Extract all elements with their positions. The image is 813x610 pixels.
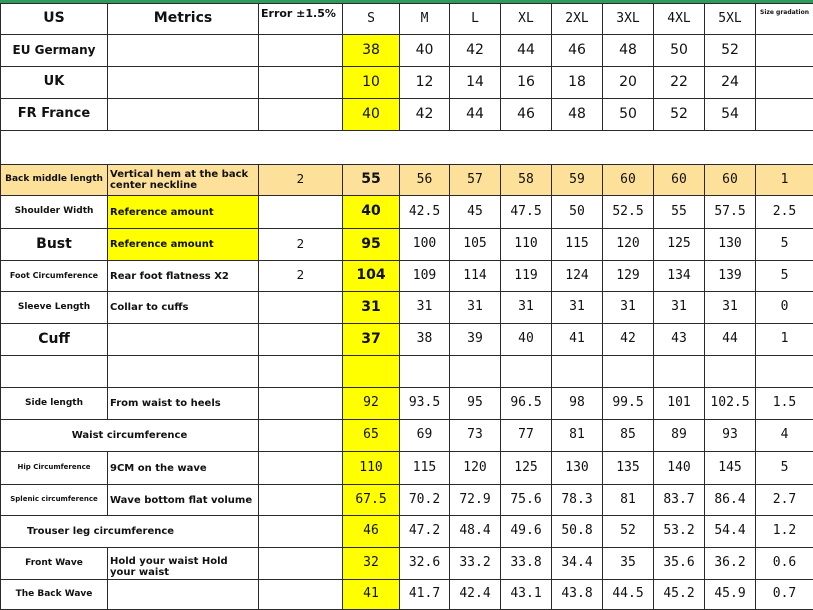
bottom-value: 32.6 xyxy=(400,548,450,580)
region-value: 50 xyxy=(603,99,654,131)
bottom-value: 93 xyxy=(705,420,756,452)
bottom-value: 85 xyxy=(603,420,654,452)
region-error-cell xyxy=(259,35,343,67)
region-value: 52 xyxy=(705,35,756,67)
bottom-value: 135 xyxy=(603,452,654,485)
bottom-value: 75.6 xyxy=(501,485,552,516)
bottom-value: 86.4 xyxy=(705,485,756,516)
size-chart-table xyxy=(0,3,813,610)
gradation-header: Size gradation xyxy=(756,4,813,35)
measure-error: 2 xyxy=(259,261,343,292)
bottom-value: 47.2 xyxy=(400,516,450,548)
measure-gradation: 5 xyxy=(756,261,813,292)
measure-error: 2 xyxy=(259,229,343,261)
bottom-value: 145 xyxy=(705,452,756,485)
empty-row xyxy=(1,356,813,388)
measure-value: 50 xyxy=(552,196,603,229)
bottom-desc: From waist to heels xyxy=(108,388,259,420)
bottom-value: 81 xyxy=(603,485,654,516)
measure-value: 42 xyxy=(603,324,654,356)
region-value: 10 xyxy=(343,67,400,99)
us-header: US xyxy=(1,4,108,35)
region-row xyxy=(1,35,813,67)
empty-cell xyxy=(705,356,756,388)
bottom-value: 115 xyxy=(400,452,450,485)
region-label: EU Germany xyxy=(1,35,108,67)
header-row xyxy=(1,4,813,35)
bottom-value: 77 xyxy=(501,420,552,452)
measure-row xyxy=(1,229,813,261)
spacer-row xyxy=(1,131,813,165)
bottom-error-cell xyxy=(259,485,343,516)
empty-cell xyxy=(654,356,705,388)
region-metric-cell xyxy=(108,99,259,131)
measure-desc: Collar to cuffs xyxy=(108,292,259,324)
region-value: 50 xyxy=(654,35,705,67)
bottom-label: Trouser leg circumference xyxy=(1,516,259,548)
region-value: 52 xyxy=(654,99,705,131)
measure-value: 31 xyxy=(654,292,705,324)
measure-error xyxy=(259,196,343,229)
measure-value: 47.5 xyxy=(501,196,552,229)
measure-label: Foot Circumference xyxy=(1,261,108,292)
empty-cell xyxy=(756,356,813,388)
bottom-desc xyxy=(108,580,259,610)
bottom-gradation: 4 xyxy=(756,420,813,452)
measure-value: 129 xyxy=(603,261,654,292)
measure-value: 31 xyxy=(450,292,501,324)
measure-desc: Vertical hem at the back center neckline xyxy=(108,165,259,196)
bottom-value: 78.3 xyxy=(552,485,603,516)
bottom-error-cell xyxy=(259,420,343,452)
measure-value: 115 xyxy=(552,229,603,261)
bottom-value: 45.9 xyxy=(705,580,756,610)
measure-desc: Reference amount xyxy=(108,229,259,261)
measure-value: 59 xyxy=(552,165,603,196)
region-value: 42 xyxy=(450,35,501,67)
region-value: 40 xyxy=(400,35,450,67)
measure-error xyxy=(259,324,343,356)
measure-value: 31 xyxy=(552,292,603,324)
region-value: 16 xyxy=(501,67,552,99)
bottom-error-cell xyxy=(259,580,343,610)
measure-value: 134 xyxy=(654,261,705,292)
measure-value: 40 xyxy=(343,196,400,229)
bottom-row xyxy=(1,388,813,420)
bottom-value: 70.2 xyxy=(400,485,450,516)
region-value: 46 xyxy=(552,35,603,67)
size-header-s: S xyxy=(343,4,400,35)
bottom-label: Hip Circumference xyxy=(1,452,108,485)
measure-error xyxy=(259,292,343,324)
measure-value: 60 xyxy=(603,165,654,196)
measure-value: 130 xyxy=(705,229,756,261)
empty-cell xyxy=(501,356,552,388)
measure-value: 55 xyxy=(343,165,400,196)
bottom-value: 36.2 xyxy=(705,548,756,580)
bottom-value: 96.5 xyxy=(501,388,552,420)
bottom-value: 33.8 xyxy=(501,548,552,580)
measure-value: 58 xyxy=(501,165,552,196)
bottom-value: 67.5 xyxy=(343,485,400,516)
bottom-label: Side length xyxy=(1,388,108,420)
measure-value: 56 xyxy=(400,165,450,196)
empty-cell xyxy=(343,356,400,388)
bottom-desc: Wave bottom flat volume xyxy=(108,485,259,516)
bottom-value: 48.4 xyxy=(450,516,501,548)
region-value: 48 xyxy=(552,99,603,131)
measure-value: 139 xyxy=(705,261,756,292)
measure-gradation: 5 xyxy=(756,229,813,261)
region-label: FR France xyxy=(1,99,108,131)
measure-value: 114 xyxy=(450,261,501,292)
measure-value: 60 xyxy=(705,165,756,196)
measure-row xyxy=(1,165,813,196)
measure-row xyxy=(1,292,813,324)
measure-value: 45 xyxy=(450,196,501,229)
bottom-error-cell xyxy=(259,548,343,580)
measure-error: 2 xyxy=(259,165,343,196)
bottom-value: 99.5 xyxy=(603,388,654,420)
measure-gradation: 1 xyxy=(756,165,813,196)
size-header-xl: XL xyxy=(501,4,552,35)
bottom-row xyxy=(1,485,813,516)
bottom-value: 101 xyxy=(654,388,705,420)
region-metric-cell xyxy=(108,67,259,99)
measure-value: 42.5 xyxy=(400,196,450,229)
bottom-value: 93.5 xyxy=(400,388,450,420)
bottom-value: 72.9 xyxy=(450,485,501,516)
measure-row xyxy=(1,261,813,292)
bottom-value: 52 xyxy=(603,516,654,548)
measure-desc: Reference amount xyxy=(108,196,259,229)
bottom-value: 32 xyxy=(343,548,400,580)
region-error-cell xyxy=(259,99,343,131)
region-value: 44 xyxy=(450,99,501,131)
region-value: 18 xyxy=(552,67,603,99)
bottom-value: 49.6 xyxy=(501,516,552,548)
measure-value: 31 xyxy=(705,292,756,324)
bottom-value: 41.7 xyxy=(400,580,450,610)
region-value: 42 xyxy=(400,99,450,131)
size-header-m: M xyxy=(400,4,450,35)
bottom-value: 45.2 xyxy=(654,580,705,610)
bottom-error-cell xyxy=(259,516,343,548)
bottom-value: 65 xyxy=(343,420,400,452)
error-header: Error ±1.5% xyxy=(259,4,343,35)
empty-cell xyxy=(1,356,108,388)
bottom-value: 73 xyxy=(450,420,501,452)
region-value: 38 xyxy=(343,35,400,67)
bottom-desc: Hold your waist Hold your waist xyxy=(108,548,259,580)
size-header-5xl: 5XL xyxy=(705,4,756,35)
bottom-value: 89 xyxy=(654,420,705,452)
measure-value: 60 xyxy=(654,165,705,196)
spacer-cell xyxy=(1,131,813,165)
measure-label: Bust xyxy=(1,229,108,261)
size-header-3xl: 3XL xyxy=(603,4,654,35)
region-row xyxy=(1,67,813,99)
region-metric-cell xyxy=(108,35,259,67)
bottom-desc: 9CM on the wave xyxy=(108,452,259,485)
measure-value: 31 xyxy=(400,292,450,324)
bottom-value: 110 xyxy=(343,452,400,485)
region-gradation-cell xyxy=(756,99,813,131)
bottom-gradation: 0.6 xyxy=(756,548,813,580)
bottom-gradation: 1.2 xyxy=(756,516,813,548)
bottom-value: 140 xyxy=(654,452,705,485)
empty-cell xyxy=(259,356,343,388)
bottom-value: 53.2 xyxy=(654,516,705,548)
measure-value: 52.5 xyxy=(603,196,654,229)
bottom-gradation: 1.5 xyxy=(756,388,813,420)
measure-value: 31 xyxy=(501,292,552,324)
measure-value: 55 xyxy=(654,196,705,229)
bottom-value: 81 xyxy=(552,420,603,452)
bottom-value: 92 xyxy=(343,388,400,420)
measure-value: 125 xyxy=(654,229,705,261)
measure-value: 124 xyxy=(552,261,603,292)
measure-value: 43 xyxy=(654,324,705,356)
measure-desc: Rear foot flatness X2 xyxy=(108,261,259,292)
size-header-2xl: 2XL xyxy=(552,4,603,35)
bottom-value: 35.6 xyxy=(654,548,705,580)
bottom-value: 34.4 xyxy=(552,548,603,580)
bottom-value: 120 xyxy=(450,452,501,485)
measure-value: 41 xyxy=(552,324,603,356)
bottom-error-cell xyxy=(259,388,343,420)
region-error-cell xyxy=(259,67,343,99)
measure-gradation: 0 xyxy=(756,292,813,324)
region-gradation-cell xyxy=(756,67,813,99)
measure-label: Shoulder Width xyxy=(1,196,108,229)
bottom-value: 43.8 xyxy=(552,580,603,610)
measure-value: 44 xyxy=(705,324,756,356)
bottom-gradation: 0.7 xyxy=(756,580,813,610)
bottom-label: The Back Wave xyxy=(1,580,108,610)
region-value: 54 xyxy=(705,99,756,131)
measure-value: 57 xyxy=(450,165,501,196)
bottom-value: 95 xyxy=(450,388,501,420)
measure-value: 95 xyxy=(343,229,400,261)
bottom-row xyxy=(1,516,813,548)
bottom-value: 43.1 xyxy=(501,580,552,610)
bottom-error-cell xyxy=(259,452,343,485)
region-value: 20 xyxy=(603,67,654,99)
measure-value: 105 xyxy=(450,229,501,261)
bottom-row xyxy=(1,420,813,452)
measure-value: 39 xyxy=(450,324,501,356)
measure-desc xyxy=(108,324,259,356)
empty-cell xyxy=(108,356,259,388)
bottom-value: 41 xyxy=(343,580,400,610)
bottom-value: 54.4 xyxy=(705,516,756,548)
bottom-label: Waist circumference xyxy=(1,420,259,452)
region-value: 22 xyxy=(654,67,705,99)
bottom-row xyxy=(1,580,813,610)
bottom-value: 44.5 xyxy=(603,580,654,610)
measure-label: Sleeve Length xyxy=(1,292,108,324)
metrics-header: Metrics xyxy=(108,4,259,35)
bottom-label: Front Wave xyxy=(1,548,108,580)
region-value: 48 xyxy=(603,35,654,67)
measure-value: 119 xyxy=(501,261,552,292)
measure-gradation: 2.5 xyxy=(756,196,813,229)
bottom-gradation: 2.7 xyxy=(756,485,813,516)
measure-row xyxy=(1,324,813,356)
measure-value: 40 xyxy=(501,324,552,356)
empty-cell xyxy=(450,356,501,388)
measure-label: Back middle length xyxy=(1,165,108,196)
measure-value: 31 xyxy=(343,292,400,324)
size-header-4xl: 4XL xyxy=(654,4,705,35)
bottom-value: 102.5 xyxy=(705,388,756,420)
size-header-l: L xyxy=(450,4,501,35)
region-gradation-cell xyxy=(756,35,813,67)
measure-value: 109 xyxy=(400,261,450,292)
measure-value: 104 xyxy=(343,261,400,292)
region-value: 24 xyxy=(705,67,756,99)
bottom-row xyxy=(1,452,813,485)
bottom-label: Splenic circumference xyxy=(1,485,108,516)
measure-value: 37 xyxy=(343,324,400,356)
bottom-value: 46 xyxy=(343,516,400,548)
bottom-row xyxy=(1,548,813,580)
bottom-value: 125 xyxy=(501,452,552,485)
measure-gradation: 1 xyxy=(756,324,813,356)
bottom-value: 98 xyxy=(552,388,603,420)
empty-cell xyxy=(603,356,654,388)
bottom-gradation: 5 xyxy=(756,452,813,485)
measure-value: 100 xyxy=(400,229,450,261)
bottom-value: 69 xyxy=(400,420,450,452)
measure-value: 38 xyxy=(400,324,450,356)
bottom-value: 83.7 xyxy=(654,485,705,516)
measure-value: 110 xyxy=(501,229,552,261)
empty-cell xyxy=(400,356,450,388)
measure-value: 120 xyxy=(603,229,654,261)
region-value: 46 xyxy=(501,99,552,131)
region-label: UK xyxy=(1,67,108,99)
bottom-value: 42.4 xyxy=(450,580,501,610)
region-value: 12 xyxy=(400,67,450,99)
bottom-value: 33.2 xyxy=(450,548,501,580)
region-value: 44 xyxy=(501,35,552,67)
bottom-value: 130 xyxy=(552,452,603,485)
measure-value: 57.5 xyxy=(705,196,756,229)
empty-cell xyxy=(552,356,603,388)
measure-value: 31 xyxy=(603,292,654,324)
region-row xyxy=(1,99,813,131)
measure-row xyxy=(1,196,813,229)
bottom-value: 50.8 xyxy=(552,516,603,548)
region-value: 40 xyxy=(343,99,400,131)
region-value: 14 xyxy=(450,67,501,99)
bottom-value: 35 xyxy=(603,548,654,580)
measure-label: Cuff xyxy=(1,324,108,356)
